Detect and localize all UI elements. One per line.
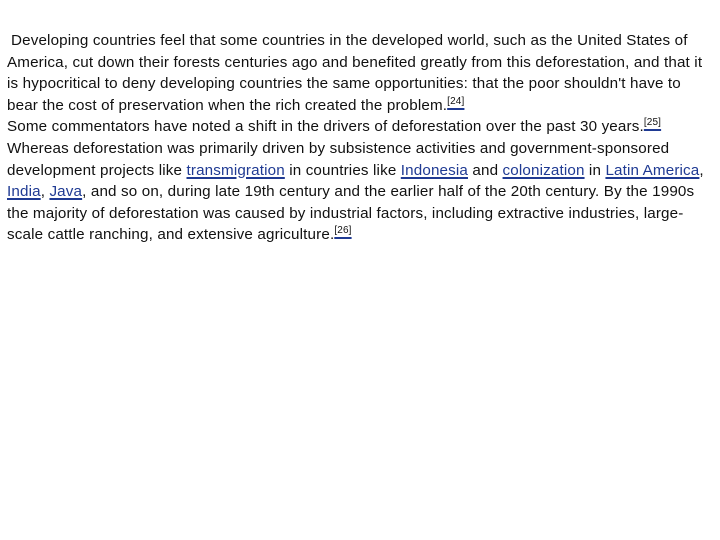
paragraph-2-text-b: Whereas deforestation was primarily driven by subsistence activities and government-sponsored development projects like [7, 139, 670, 179]
paragraph-1-text: Developing countries feel that some countries in the developed world, such as the United States of America, cut down their forests centuries ago and benefited greatly from this deforestation, and that it is hypocritical to deny developing countries the same opportunities: that the poor shouldn't have to bear the cost of preservation when the rich created the problem. [7, 32, 703, 114]
citation-25-link[interactable]: [25] [643, 117, 662, 129]
citation-26[interactable] [334, 225, 351, 236]
paragraph-2-text-e: in [584, 161, 606, 179]
link-transmigration[interactable]: transmigration [186, 161, 285, 179]
article-body [7, 30, 713, 246]
citation-24[interactable] [447, 96, 464, 107]
paragraph-2-text-h: , and so on, during late 19th century and the earlier half of the 20th century. By the 1990s the majority of deforestation was caused by industrial factors, including extractive industries, large-scale cattle ranching, and extensive agriculture. [7, 183, 695, 244]
citation-24-link[interactable]: [24] [447, 95, 465, 107]
paragraph-2-text-c: in countries like [284, 161, 401, 179]
paragraph-drivers-shift [7, 116, 713, 246]
paragraph-developing-countries [7, 30, 713, 116]
citation-26-link[interactable]: [26] [334, 225, 352, 237]
paragraph-2-text-d: and [468, 161, 503, 179]
paragraph-2-text-a: Some commentators have noted a shift in the drivers of deforestation over the past 30 years. [7, 118, 644, 136]
paragraph-2-text-g: , [40, 183, 50, 201]
link-colonization[interactable]: colonization [502, 161, 585, 179]
paragraph-2-text-f: , [699, 161, 704, 179]
link-latin-america[interactable]: Latin America [605, 161, 700, 179]
link-india[interactable]: India [7, 183, 41, 201]
link-java[interactable]: Java [49, 183, 83, 201]
citation-25[interactable] [644, 117, 661, 128]
link-indonesia[interactable]: Indonesia [400, 161, 469, 179]
